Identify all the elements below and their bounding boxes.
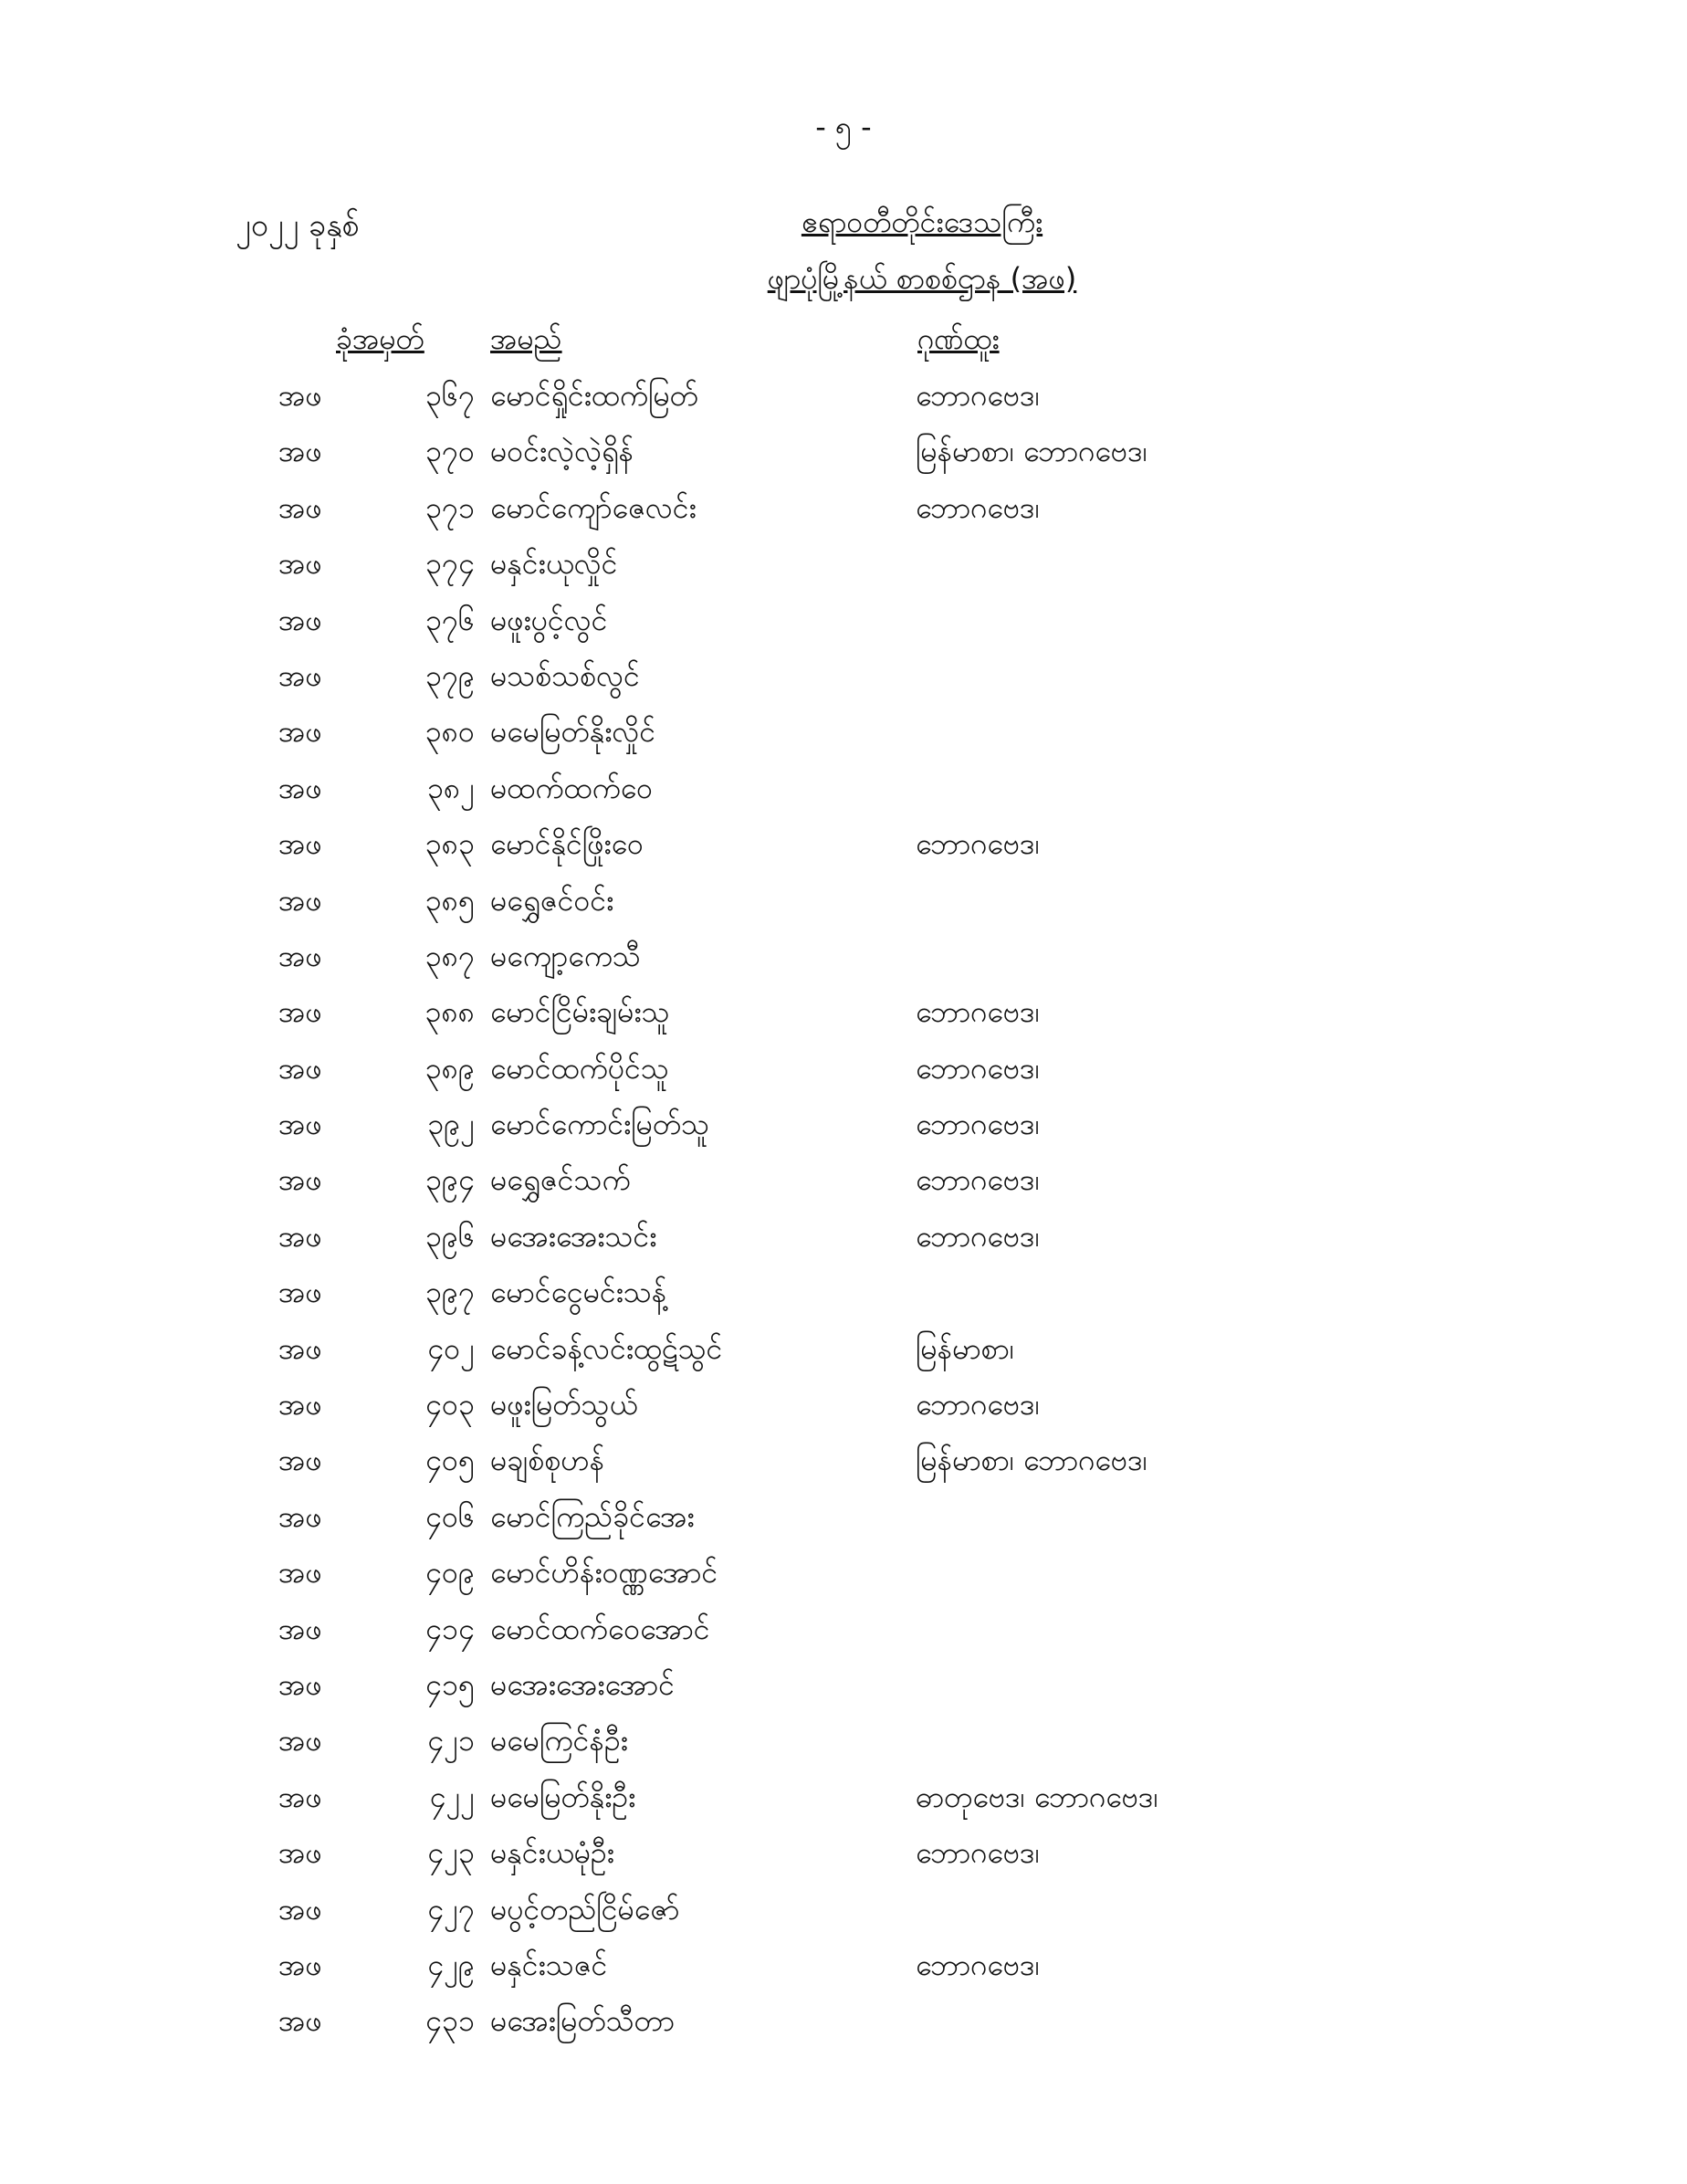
row-distinction: မြန်မာစာ၊ [916,1330,1014,1366]
row-prefix: အဖ [278,1835,322,1871]
table-row [0,1881,1687,1937]
row-roll-number: ၄၃၁ [425,2003,475,2039]
table-row [0,1208,1687,1264]
row-name: မနှင်းယုလှိုင် [490,546,618,582]
row-roll-number: ၄၁၄ [425,1611,475,1646]
row-distinction: ဘောဂဗေဒ၊ [916,378,1040,413]
row-distinction: ဘောဂဗေဒ၊ [916,489,1040,525]
table-row [0,1151,1687,1207]
row-prefix: အဖ [278,1387,322,1423]
row-roll-number: ၃၈၀ [424,714,475,750]
table-row [0,1376,1687,1432]
row-distinction: ဘောဂဗေဒ၊ [916,826,1040,862]
table-row [0,872,1687,928]
row-roll-number: ၄၀၅ [425,1443,475,1478]
row-roll-number: ၄၂၇ [427,1891,475,1927]
table-row [0,1544,1687,1600]
row-distinction: ဘောဂဗေဒ၊ [916,994,1040,1030]
row-name: မမေကြင်နံဦး [490,1723,628,1759]
row-name: မောင်ကျော်ဇေလင်း [490,489,697,525]
row-roll-number: ၃၇၁ [425,489,475,525]
row-distinction: ဘောဂဗေဒ၊ [916,1387,1040,1423]
row-prefix: အဖ [278,1666,322,1702]
row-name: မောင်ကြည်ခိုင်အေး [490,1498,695,1534]
row-prefix: အဖ [278,826,322,862]
row-roll-number: ၄၀၉ [425,1555,475,1591]
page-number: - ၅ - [815,110,872,144]
row-roll-number: ၃၈၈ [424,994,475,1030]
row-name: မဖူးပွင့်လွင် [490,602,608,637]
table-row [0,1992,1687,2048]
row-roll-number: ၄၀၂ [427,1330,475,1366]
table-row [0,479,1687,535]
row-distinction: မြန်မာစာ၊ ဘောဂဗေဒ၊ [916,1443,1147,1478]
row-name: မောင်ငြိမ်းချမ်းသူ [490,994,670,1030]
row-prefix: အဖ [278,1050,322,1086]
row-roll-number: ၃၇၄ [425,546,475,582]
row-name: မအေးမြတ်သီတာ [490,2003,675,2039]
row-prefix: အဖ [278,657,322,693]
row-prefix: အဖ [278,489,322,525]
row-roll-number: ၄၂၁ [427,1723,475,1759]
table-row [0,928,1687,983]
row-name: မသစ်သစ်လွင် [490,657,640,693]
region-title: ဧရာဝတီတိုင်းဒေသကြီး [801,205,1043,239]
results-list [0,367,1687,2049]
row-roll-number: ၃၈၇ [424,938,475,973]
table-row [0,1601,1687,1656]
row-name: မဝင်းလဲ့လဲ့ရှိန် [490,434,634,469]
row-prefix: အဖ [278,1947,322,1982]
row-prefix: အဖ [278,1330,322,1366]
row-name: မထက်ထက်ဝေ [490,770,654,805]
row-prefix: အဖ [278,882,322,918]
table-row [0,815,1687,871]
table-row [0,592,1687,647]
row-roll-number: ၃၉၆ [425,1218,475,1254]
row-prefix: အဖ [278,1498,322,1534]
row-name: မောင်ခန့်လင်းထွဋ်သွင် [490,1330,723,1366]
table-row [0,1656,1687,1712]
row-prefix: အဖ [278,1891,322,1927]
row-name: မရွှေဇင်ဝင်း [490,882,614,918]
row-prefix: အဖ [278,378,322,413]
row-prefix: အဖ [278,1723,322,1759]
row-name: မကျော့ကေသီ [490,938,641,973]
row-name: မောင်ရှိုင်းထက်မြတ် [490,378,698,413]
row-roll-number: ၄၀၃ [425,1387,475,1423]
row-roll-number: ၃၇၉ [425,657,475,693]
table-row [0,423,1687,478]
row-prefix: အဖ [278,602,322,637]
table-row [0,1769,1687,1824]
row-roll-number: ၄၀၆ [425,1498,475,1534]
row-name: မပွင့်တည်ငြိမ်ဇော် [490,1891,680,1927]
row-name: မနှင်းယမုံဦး [490,1835,614,1871]
table-row [0,367,1687,423]
row-roll-number: ၄၂၉ [427,1947,475,1982]
row-prefix: အဖ [278,714,322,750]
table-row [0,703,1687,759]
row-distinction: ဘောဂဗေဒ၊ [916,1107,1040,1142]
row-prefix: အဖ [278,1275,322,1310]
table-row [0,1712,1687,1768]
row-roll-number: ၄၂၃ [427,1835,475,1871]
row-roll-number: ၄၁၅ [425,1666,475,1702]
row-distinction: ဘောဂဗေဒ၊ [916,1050,1040,1086]
row-distinction: မြန်မာစာ၊ ဘောဂဗေဒ၊ [916,434,1147,469]
table-row [0,983,1687,1039]
row-prefix: အဖ [278,994,322,1030]
table-row [0,1937,1687,1992]
row-roll-number: ၃၈၃ [424,826,475,862]
row-roll-number: ၃၉၂ [427,1107,475,1142]
column-header-distinction: ဂုဏ်ထူး [917,321,1000,356]
row-roll-number: ၄၂၂ [429,1779,475,1814]
exam-year: ၂၀၂၂ ခုနှစ် [236,207,360,244]
row-name: မချစ်စုဟန် [490,1443,605,1478]
row-roll-number: ၃၈၅ [424,882,475,918]
row-prefix: အဖ [278,938,322,973]
row-prefix: အဖ [278,1611,322,1646]
exam-center-title: ဖျာပုံမြို့နယ် စာစစ်ဌာန (အဖ) [767,261,1077,296]
row-prefix: အဖ [278,1162,322,1198]
table-row [0,647,1687,703]
table-row [0,760,1687,815]
table-row [0,535,1687,591]
row-name: မောင်နိုင်ဖြိုးဝေ [490,826,644,862]
row-distinction: ဘောဂဗေဒ၊ [916,1835,1040,1871]
row-distinction: ဓာတုဗေဒ၊ ဘောဂဗေဒ၊ [916,1779,1158,1814]
row-prefix: အဖ [278,546,322,582]
row-name: မအေးအေးအောင် [490,1666,675,1702]
row-name: မောင်ထက်ဝေအောင် [490,1611,710,1646]
table-row [0,1488,1687,1544]
row-prefix: အဖ [278,1779,322,1814]
column-header-name: အမည် [490,321,562,356]
row-name: မောင်ဟိန်းဝဏ္ဏအောင် [490,1555,718,1591]
row-distinction: ဘောဂဗေဒ၊ [916,1947,1040,1982]
row-name: မမေမြတ်နိုးဦး [490,1779,636,1814]
row-prefix: အဖ [278,770,322,805]
column-header-roll-number: ခုံအမှတ် [336,321,424,356]
row-prefix: အဖ [278,2003,322,2039]
table-row [0,1432,1687,1487]
row-prefix: အဖ [278,1218,322,1254]
row-roll-number: ၃၈၂ [427,770,475,805]
row-roll-number: ၃၆၇ [425,378,475,413]
row-prefix: အဖ [278,434,322,469]
row-name: မောင်ငွေမင်းသန့် [490,1275,667,1310]
row-name: မနှင်းသဇင် [490,1947,608,1982]
row-roll-number: ၃၇၆ [425,602,475,637]
row-distinction: ဘောဂဗေဒ၊ [916,1218,1040,1254]
table-row [0,1096,1687,1151]
row-prefix: အဖ [278,1107,322,1142]
row-prefix: အဖ [278,1555,322,1591]
row-roll-number: ၃၈၉ [424,1050,475,1086]
row-name: မောင်ကောင်းမြတ်သူ [490,1107,710,1142]
table-row [0,1040,1687,1096]
row-prefix: အဖ [278,1443,322,1478]
row-name: မောင်ထက်ပိုင်သူ [490,1050,669,1086]
row-name: မအေးအေးသင်း [490,1218,657,1254]
table-row [0,1320,1687,1376]
row-name: မမေမြတ်နိုးလှိုင် [490,714,656,750]
row-roll-number: ၃၉၄ [425,1162,475,1198]
row-roll-number: ၃၉၇ [425,1275,475,1310]
row-name: မရွှေဇင်သက် [490,1162,631,1198]
table-row [0,1264,1687,1319]
row-distinction: ဘောဂဗေဒ၊ [916,1162,1040,1198]
row-name: မဖူးမြတ်သွယ် [490,1387,638,1423]
row-roll-number: ၃၇၀ [425,434,475,469]
table-row [0,1824,1687,1880]
